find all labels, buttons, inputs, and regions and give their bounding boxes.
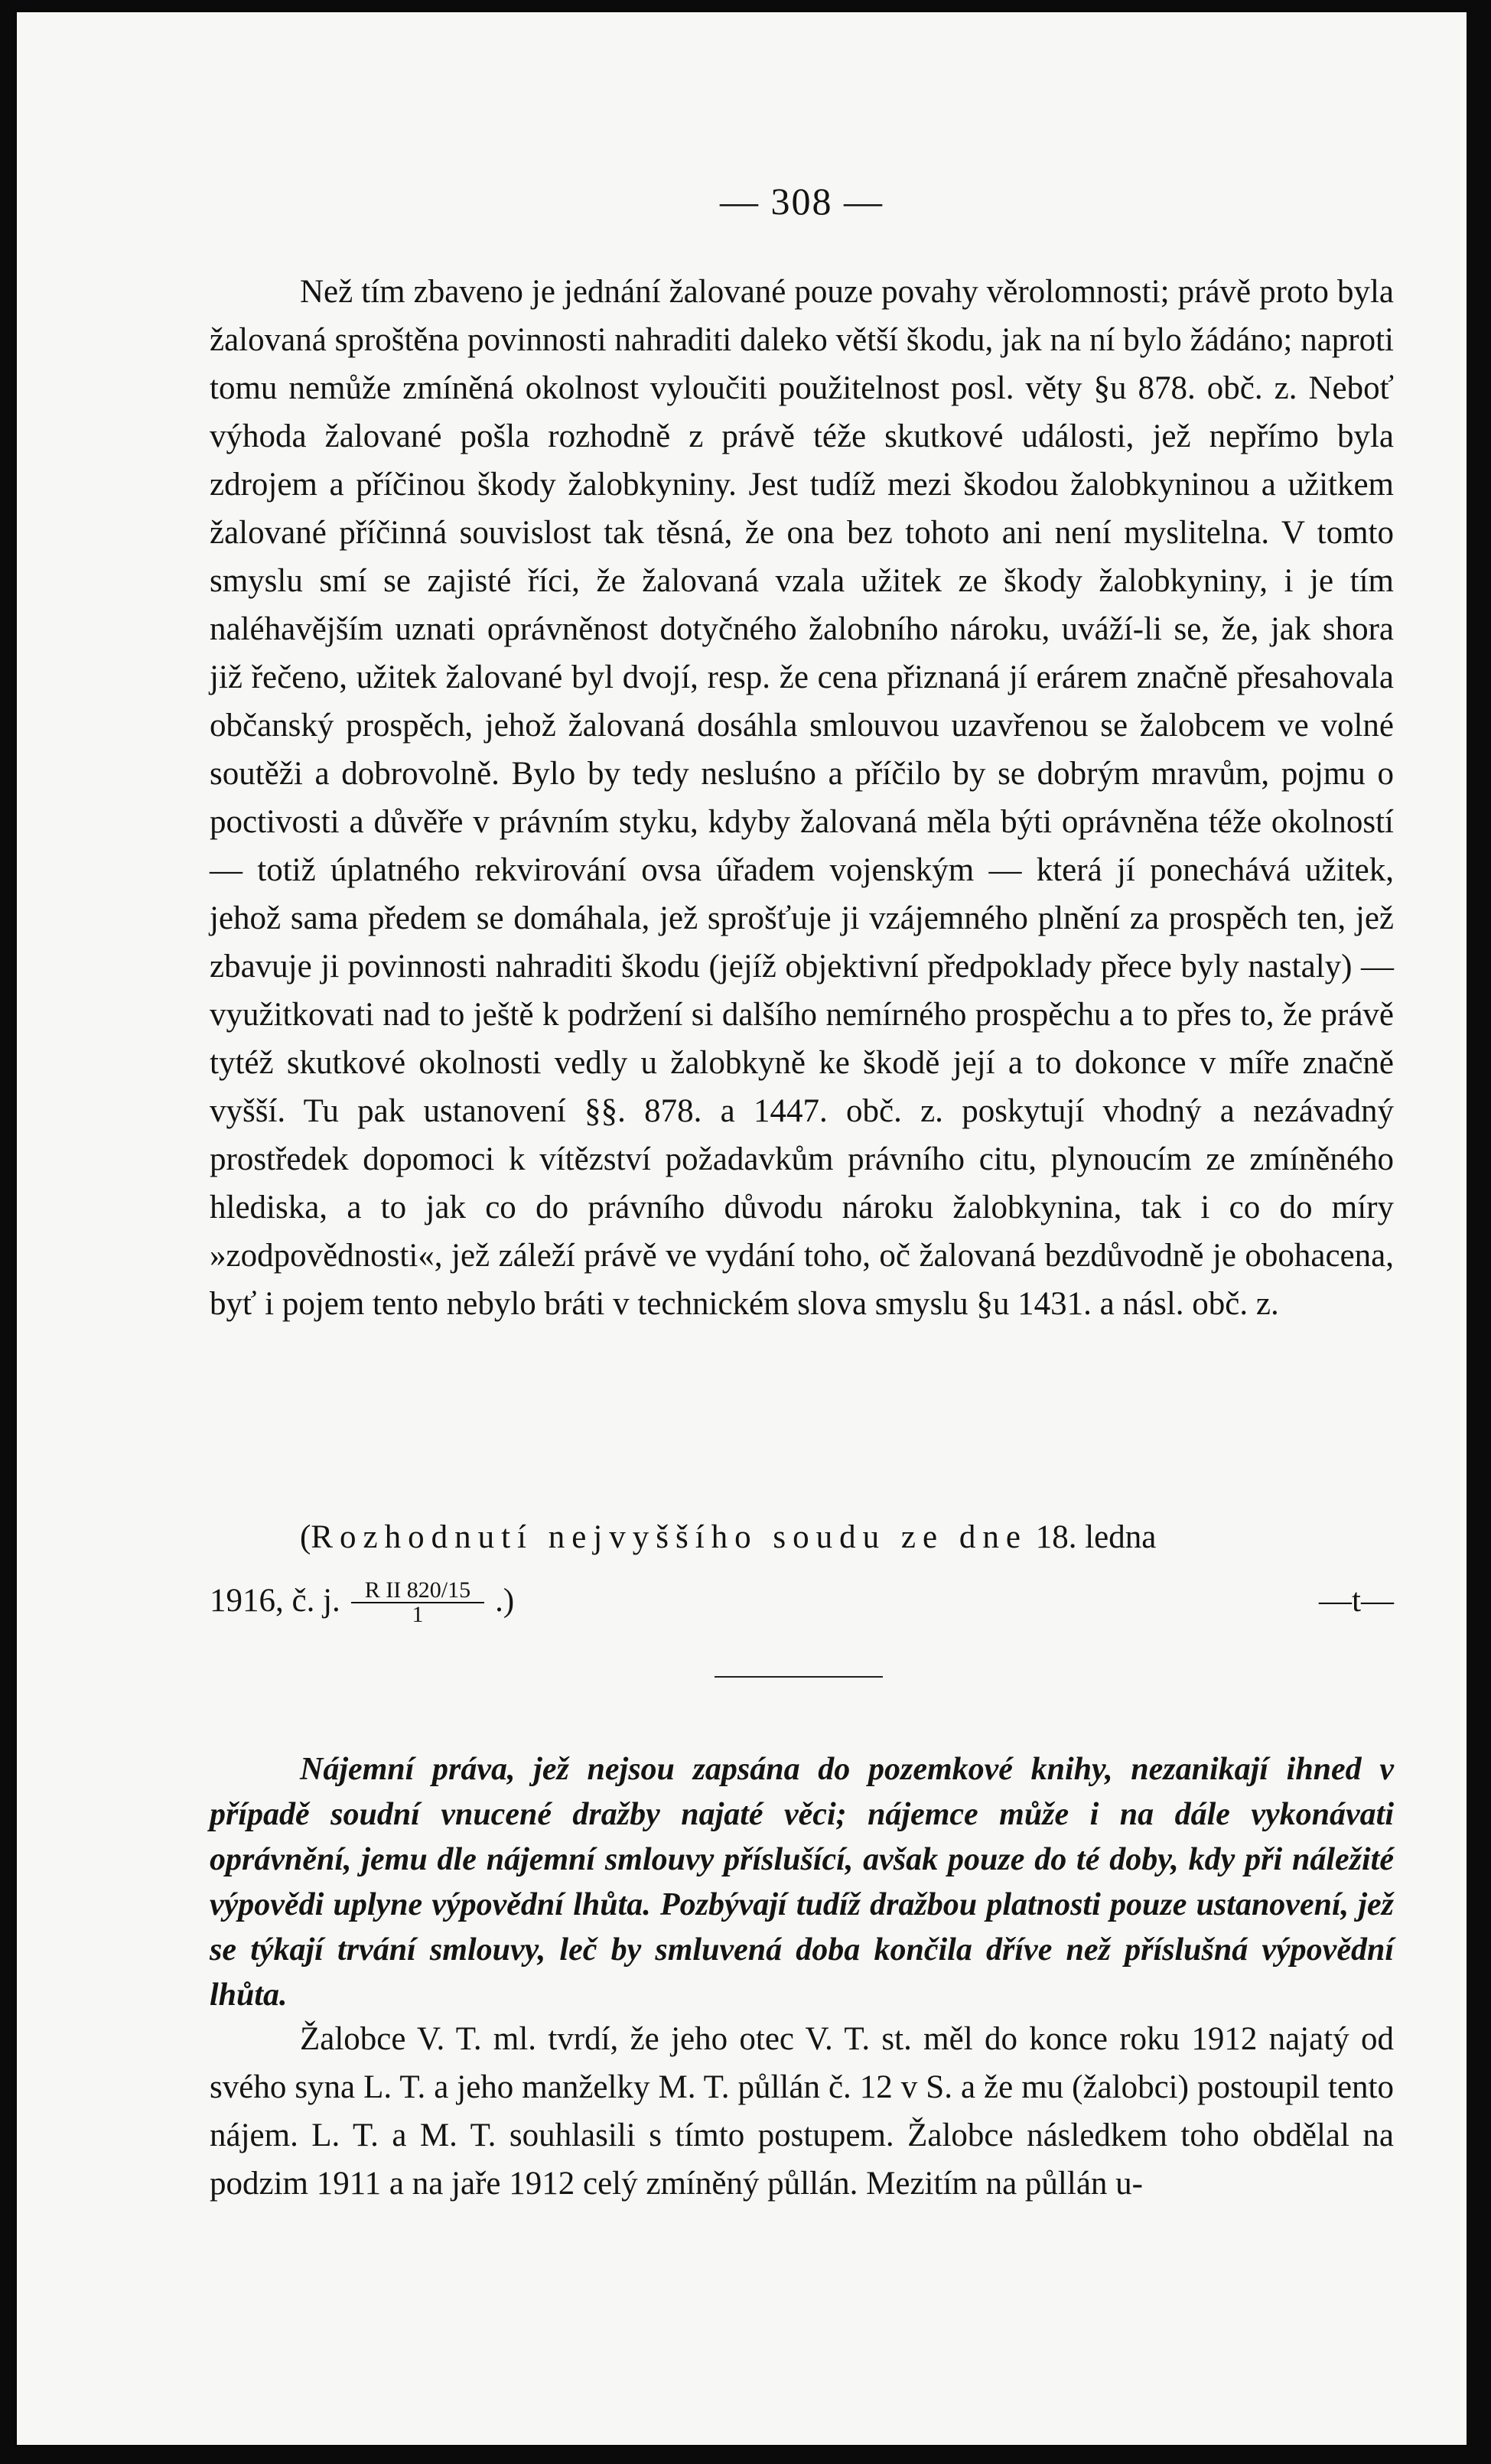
decision-date: 18. ledna — [1027, 1519, 1157, 1555]
citation-prefix: 1916, č. j. — [210, 1583, 340, 1619]
decision-court: Rozhodnutí nejvyššího soudu ze dne — [311, 1519, 1027, 1555]
section-divider — [715, 1676, 883, 1678]
document-page — [17, 12, 1467, 2445]
headnote: Nájemní práva, jež nejsou zapsána do pozemkové knihy, nezanikají ihned v případě soudní vnucené dražby najaté věci; nájemce může i na dále vykonávati oprávnění, jemu dle nájemní smlouvy příslušící, avšak pouze do té doby, kdy při náležité výpovědi uplyne výpovědní lhůta. Pozbývají tudíž dražbou platnosti pouze ustanovení, jež se týkají trvání smlouvy, leč by smluvená doba končila dříve než příslušná výpovědní lhůta. — [210, 1752, 1394, 2013]
page-number: — 308 — — [720, 180, 884, 223]
citation-signature: —t— — [1319, 1583, 1394, 1619]
citation-reference — [210, 1577, 514, 1625]
citation-line — [210, 1577, 1394, 1625]
decision-open: ( — [300, 1519, 311, 1555]
citation-suffix: .) — [495, 1583, 515, 1619]
paragraph-main: Než tím zbaveno je jednání žalované pouze povahy věrolomnosti; právě proto byla žalovaná sproštěna povinnosti nahraditi daleko větší škodu, jak na ní bylo žádáno; naproti tomu nemůže zmíněná okolnost vyloučiti použitelnost posl. věty §u 878. obč. z. Neboť výhoda žalované pošla rozhodně z právě téže skutkové události, jež nepřímo byla zdrojem a příčinou škody žalobkyniny. Jest tudíž mezi škodou žalobkyninou a užitkem žalované příčinná souvislost tak těsná, že ona bez tohoto ani není myslitelna. V tomto smyslu smí se zajisté říci, že žalovaná vzala užitek ze škody žalobkyniny, i je tím naléhavějším uznati oprávněnost dotyčného žalobního nároku, uváží-li se, že, jak shora již řečeno, užitek žalované byl dvojí, resp. že cena přiznaná jí erárem značně přesahovala občanský prospěch, jehož žalovaná dosáhla smlouvou uzavřenou se žalobcem ve volné soutěži a dobrovolně. Bylo by tedy nesluśno a příčilo by se dobrým mravům, pojmu o poctivosti a důvěře v právním styku, kdyby žalovaná měla býti oprávněna téže okolností — totiž úplatného rekvirování ovsa úřadem vojenským — která jí ponechává užitek, jehož sama předem se domáhala, jež sprošťuje ji vzájemného plnění za prospěch ten, jež zbavuje ji povinnosti nahraditi škodu (jejíž objektivní předpoklady přece byly nastaly) — využitkovati nad to ještě k podržení si dalšího nemírného prospěchu a to přes to, že právě tytéž skutkové okolnosti vedly u žalobkyně ke škodě její a to dokonce v míře značně vyšší. Tu pak ustanovení §§. 878. a 1447. obč. z. poskytují vhodný a nezávadný prostředek dopomoci k vítězství požadavkům právního citu, plynoucím ze zmíněného hlediska, a to jak co do právního důvodu nároku žalobkynina, tak i co do míry »zodpovědnosti«, jež záleží právě ve vydání toho, oč žalovaná bezdůvodně je obohacena, byť i pojem tento nebylo bráti v technickém slova smyslu §u 1431. a násl. obč. z. — [210, 274, 1394, 1322]
citation-numerator: R II 820/15 — [351, 1579, 484, 1603]
citation-fraction — [351, 1579, 484, 1626]
decision-reference — [210, 1513, 1394, 1561]
paragraph-second: Žalobce V. T. ml. tvrdí, že jeho otec V. T. st. měl do konce roku 1912 najatý od svého syna L. T. a jeho manželky M. T. půllán č. 12 v S. a že mu (žalobci) postoupil tento nájem. L. T. a M. T. souhlasili s tímto postupem. Žalobce následkem toho obdělal na podzim 1911 a na jaře 1912 celý zmíněný půllán. Mezitím na půllán u- — [210, 2021, 1394, 2202]
citation-denominator: 1 — [412, 1602, 424, 1627]
